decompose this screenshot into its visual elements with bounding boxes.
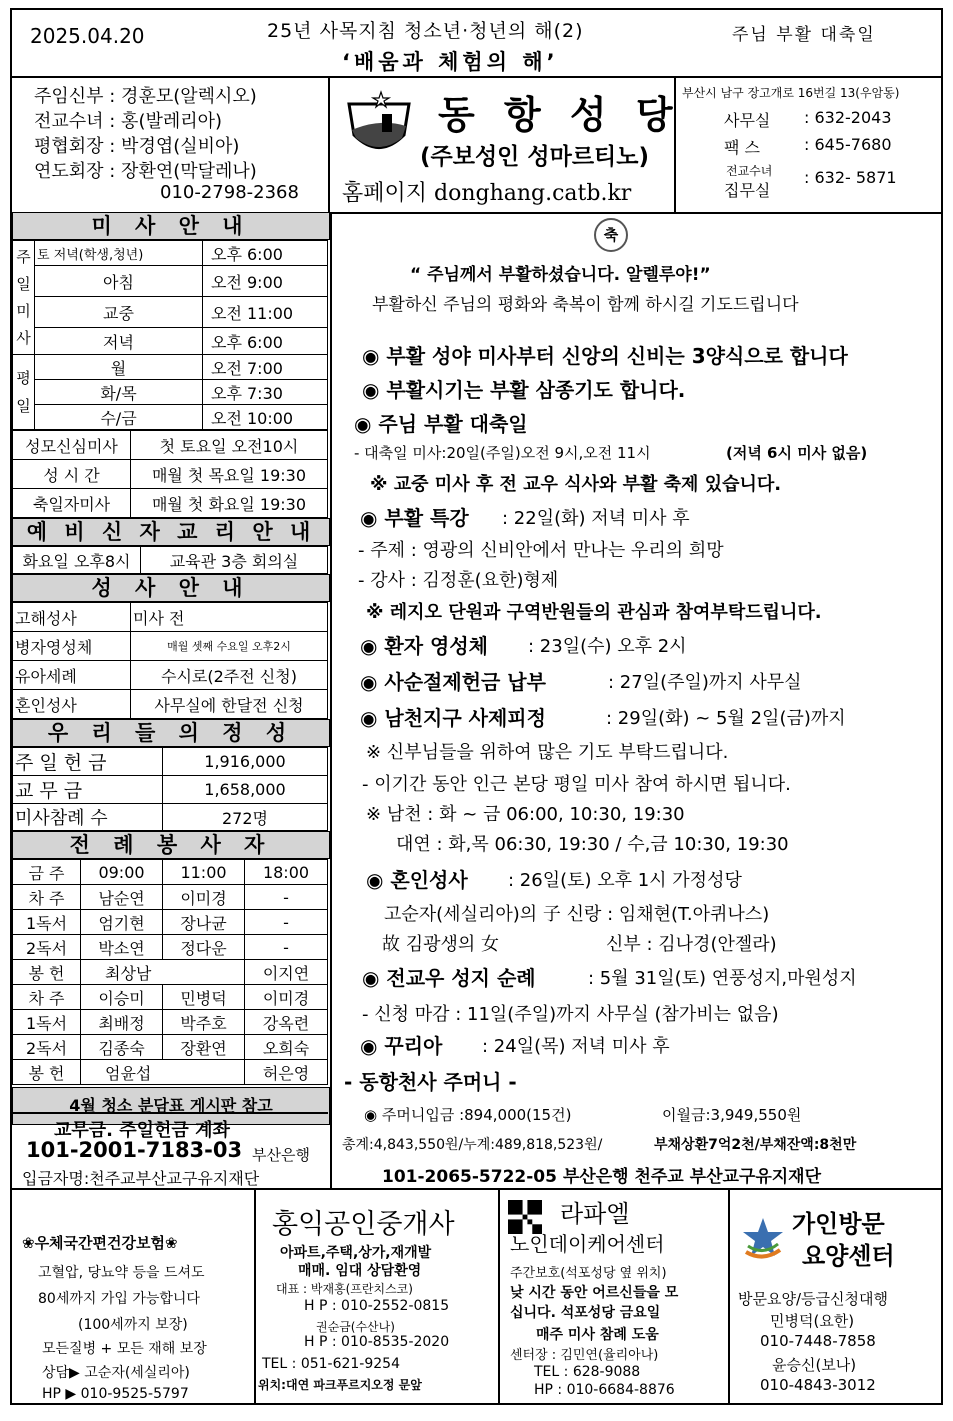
pastor: 주임신부 : 경훈모(알렉시오) (34, 86, 257, 107)
star-swirl-icon (740, 1216, 786, 1260)
special-mass-time: 첫 토요일 오전10시 (131, 431, 328, 460)
notice-3b: (저녁 6시 미사 없음) (726, 444, 868, 462)
ad-line: TEL : 628-9088 (534, 1364, 641, 1380)
header (12, 10, 941, 78)
notice-8c: 신부 : 김나경(안젤라) (606, 934, 777, 955)
ad-title: ❀우체국간편건강보험❀ (22, 1234, 178, 1252)
server-name: 최상남 (81, 960, 245, 985)
ad-insurance (12, 1190, 256, 1405)
servers-title: 전 례 봉 사 자 (12, 831, 330, 859)
feast-name: 주님 부활 대축일 (732, 25, 876, 45)
sunday-label: 주일미사 (13, 241, 35, 355)
fax-label: 팩 스 (724, 138, 760, 157)
role: 봉 헌 (13, 960, 81, 985)
server-name: 장환연 (163, 1035, 245, 1060)
notice-8b: 故 김광생의 女 (382, 934, 499, 955)
left-column (12, 212, 332, 1188)
ad-line: 80세까지 가입 가능합니다 (38, 1291, 200, 1307)
notice-4b: - 강사 : 김정훈(요한)형제 (358, 570, 559, 591)
server-name: 오희숙 (245, 1035, 328, 1060)
ad-line: 아파트,주택,상가,재개발 (280, 1245, 432, 1261)
ad-line: H P : 010-8535-2020 (304, 1334, 450, 1350)
notice-10: ◉ 꾸리아 (360, 1034, 443, 1058)
ad-line: (100세까지 보장) (78, 1317, 188, 1333)
offering-label: 미사참례 수 (13, 804, 163, 831)
pastoral-theme: 25년 사목지침 청소년·청년의 해(2) (267, 20, 584, 42)
role: 차 주 (13, 885, 81, 910)
bulletin-page (10, 8, 943, 1405)
role: 1독서 (13, 910, 81, 935)
easter-badge-icon (594, 218, 628, 252)
ad-line: 위치:대연 파크푸르지오정 문앞 (258, 1378, 422, 1392)
parish-info (12, 78, 941, 214)
role: 2독서 (13, 1035, 81, 1060)
notice-9: ◉ 전교우 성지 순례 (362, 966, 536, 990)
server-name: 이지연 (245, 960, 328, 985)
sacrament-name: 병자영성체 (13, 632, 131, 661)
notice-8-time: : 26일(토) 오후 1시 가정성당 (508, 870, 742, 891)
pouch-account: 101-2065-5722-05 부산은행 천주교 부산교구유지재단 (382, 1167, 822, 1187)
notice-1: ◉ 부활 성야 미사부터 신앙의 신비는 3양식으로 합니다 (362, 344, 848, 368)
ad-line: HP : 010-6684-8876 (534, 1382, 675, 1398)
mass-time: 오전 11:00 (203, 297, 328, 328)
servers-head: 11:00 (163, 860, 245, 885)
server-name: 최배정 (81, 1010, 163, 1035)
notice-8a: 고순자(세실리아)의 子 신랑 : 임채현(T.아퀴나스) (384, 904, 770, 925)
sister-room-label: 집무실 (724, 181, 771, 200)
notice-9a: - 신청 마감 : 11일(주일)까지 사무실 (참가비는 없음) (362, 1004, 779, 1025)
pouch-debt: 부채상환7억2천/부채잔액:8천만 (654, 1137, 857, 1153)
notice-9-time: : 5월 31일(토) 연풍성지,마원성지 (588, 968, 857, 989)
staff-list (12, 78, 330, 212)
sacrament-name: 고해성사 (13, 603, 131, 632)
pouch-carryover: 이월금:3,949,550원 (662, 1106, 802, 1124)
notice-6: ◉ 사순절제헌금 납부 (360, 670, 546, 694)
notice-11: - 동항천사 주머니 - (344, 1070, 517, 1094)
ad-title: 가인방문 (792, 1210, 885, 1238)
mass-title: 미 사 안 내 (12, 212, 330, 240)
special-mass-name: 축일자미사 (13, 489, 131, 518)
mass-name: 수/금 (35, 405, 203, 430)
ad-realestate (256, 1190, 500, 1405)
office-label: 사무실 (724, 111, 771, 130)
mass-name: 교중 (35, 297, 203, 328)
address: 부산시 남구 장고개로 16번길 13(우암동) (682, 86, 900, 100)
server-name: 허은영 (245, 1060, 328, 1085)
offering-amount: 272명 (163, 804, 328, 831)
notice-4c: ※ 레지오 단원과 구역반원들의 관심과 참여부탁드립니다. (366, 602, 822, 623)
mass-time: 오후 6:00 (203, 328, 328, 355)
sacrament-info: 미사 전 (131, 603, 328, 632)
ad-line: 고혈압, 당뇨약 등을 드셔도 (38, 1265, 205, 1281)
offerings-title: 우 리 들 의 정 성 (12, 719, 330, 747)
offering-amount: 1,916,000 (163, 748, 328, 776)
server-name: 강옥련 (245, 1010, 328, 1035)
offerings-table (12, 747, 328, 831)
account-bank: 부산은행 (252, 1146, 310, 1164)
wish: 부활하신 주님의 평화와 축복이 함께 하시길 기도드립니다 (372, 295, 799, 315)
notice-4: ◉ 부활 특강 (360, 506, 469, 530)
ad-homecare (730, 1190, 941, 1405)
notice-3a: - 대축일 미사:20일(주일)오전 9시,오전 11시 (354, 444, 651, 462)
notice-7b: - 이기간 동안 인근 본당 평일 미사 참여 하시면 됩니다. (362, 774, 791, 795)
notices (332, 212, 943, 1188)
catechumen-time: 화요일 오후8시 (13, 547, 141, 574)
notice-7c: ※ 남천 : 화 ~ 금 06:00, 10:30, 19:30 (366, 804, 685, 825)
notice-7-time: : 29일(화) ~ 5월 2일(금)까지 (606, 708, 846, 729)
notice-5: ◉ 환자 영성체 (360, 634, 488, 658)
servers-head: 금 주 (13, 860, 81, 885)
weekday-label: 평일 (13, 355, 35, 430)
server-name: 김종숙 (81, 1035, 163, 1060)
staff-phone: 010-2798-2368 (160, 182, 299, 203)
mass-name: 화/목 (35, 380, 203, 405)
pouch-total: 총계:4,843,550원/누계:489,818,523원/ (342, 1137, 603, 1153)
servers-head: 18:00 (245, 860, 328, 885)
sacrament-info: 사무실에 한달전 신청 (131, 690, 328, 719)
server-name: 민병덕 (163, 985, 245, 1010)
servers-head: 09:00 (81, 860, 163, 885)
server-name: 엄기현 (81, 910, 163, 935)
notice-7a: ※ 신부님들을 위하여 많은 기도 부탁드립니다. (366, 742, 729, 763)
special-mass-table (12, 430, 328, 518)
role: 봉 헌 (13, 1060, 81, 1085)
server-name: 정다운 (163, 935, 245, 960)
ad-line: 윤승신(보나) (772, 1356, 857, 1374)
sacraments-table (12, 602, 328, 719)
ad-line: TEL : 051-621-9254 (262, 1356, 400, 1372)
council-president: 평협회장 : 박경엽(실비아) (34, 136, 240, 157)
sacraments-title: 성 사 안 내 (12, 574, 330, 602)
mass-time: 오후 6:00 (203, 241, 328, 266)
ad-line: 상담▶ 고순자(세실리아) (42, 1365, 190, 1381)
server-name: 남순연 (81, 885, 163, 910)
ad-line: 010-7448-7858 (760, 1332, 876, 1350)
ad-line: 010-4843-3012 (760, 1376, 876, 1394)
ads-row (12, 1188, 941, 1405)
notice-3: ◉ 주님 부활 대축일 (354, 412, 528, 436)
notice-10-time: : 24일(목) 저녁 미사 후 (482, 1036, 670, 1057)
server-name: 엄윤섭 (81, 1060, 245, 1085)
server-name: 이미경 (163, 885, 245, 910)
ad-line: 매주 미사 참례 도움 (536, 1327, 659, 1343)
greeting: “ 주님께서 부활하셨습니다. 알렐루야!” (410, 265, 711, 285)
offering-amount: 1,658,000 (163, 776, 328, 804)
server-name: 박소연 (81, 935, 163, 960)
special-mass-name: 성 시 간 (13, 460, 131, 489)
server-name: 이미경 (245, 985, 328, 1010)
parish-logo-block (330, 78, 681, 212)
mass-table (12, 240, 328, 430)
server-name: - (245, 910, 328, 935)
role: 차 주 (13, 985, 81, 1010)
sister-room-small: 전교수녀 (726, 164, 773, 178)
mass-time: 오전 7:00 (203, 355, 328, 380)
parish-patron: (주보성인 성마르티노) (420, 144, 649, 170)
catechumen-place: 교육관 3층 회의실 (141, 547, 328, 574)
parish-name: 동 항 성 당 (438, 93, 681, 137)
ad-line: 십니다. 석포성당 금요일 (510, 1305, 661, 1321)
notice-7d: 대연 : 화,목 06:30, 19:30 / 수,금 10:30, 19:30 (396, 834, 789, 855)
catechumen-title: 예 비 신 자 교 리 안 내 (12, 518, 330, 546)
pouch-deposit: ◉ 주머니입금 :894,000(15건) (364, 1106, 572, 1124)
sacrament-name: 혼인성사 (13, 690, 131, 719)
account-number: 101-2001-7183-03 (26, 1138, 243, 1162)
ad-title: 라파엘 (560, 1200, 630, 1228)
notice-2: ◉ 부활시기는 부활 삼종기도 합니다. (362, 378, 686, 402)
sister: 전교수녀 : 홍(발레리아) (34, 111, 223, 132)
mass-time: 오전 9:00 (203, 266, 328, 297)
ad-line: 권순금(수산나) (316, 1320, 395, 1334)
special-mass-name: 성모신심미사 (13, 431, 131, 460)
ad-line: HP ▶ 010-9525-5797 (42, 1386, 189, 1402)
ad-line: 주간보호(석포성당 옆 위치) (510, 1266, 667, 1281)
ad-subtitle: 노인데이케어센터 (510, 1232, 665, 1256)
offering-label: 주 일 헌 금 (13, 748, 163, 776)
server-name: - (245, 885, 328, 910)
mass-name: 저녁 (35, 328, 203, 355)
notice-5-time: : 23일(수) 오후 2시 (528, 636, 687, 657)
servers-table (12, 859, 328, 1085)
bulletin-date: 2025.04.20 (30, 24, 145, 48)
notice-4-time: : 22일(화) 저녁 미사 후 (502, 508, 690, 529)
cleaning-note: 4월 청소 분담표 게시판 참고 (12, 1087, 330, 1125)
notice-6-time: : 27일(주일)까지 사무실 (608, 672, 802, 693)
ad-title: 홍익공인중개사 (272, 1209, 455, 1240)
badge-text: 축 (603, 226, 619, 244)
notice-4a: - 주제 : 영광의 신비안에서 만나는 우리의 희망 (358, 540, 724, 561)
church-emblem-icon (344, 90, 414, 160)
ad-line: 매매. 임대 상담환영 (298, 1263, 422, 1279)
theme-subtitle: ‘배움과 체험의 해’ (342, 50, 559, 74)
notice-3c: ※ 교중 미사 후 전 교우 식사와 부활 축제 있습니다. (370, 474, 782, 495)
fax-number: : 645-7680 (804, 135, 892, 154)
ad-line: 모든질병 + 모든 재해 보장 (42, 1341, 207, 1357)
sacrament-info: 매월 셋째 수요일 오후2시 (131, 632, 328, 661)
ad-line: 방문요양/등급신청대행 (738, 1290, 888, 1308)
ad-line: 민병덕(요한) (770, 1312, 855, 1330)
role: 1독서 (13, 1010, 81, 1035)
server-name: 이승미 (81, 985, 163, 1010)
sacrament-name: 유아세례 (13, 661, 131, 690)
ad-line: 대표 : 박재홍(프란치스코) (276, 1282, 413, 1296)
ad-line: 센터장 : 김민연(율리아나) (510, 1348, 659, 1363)
notice-7: ◉ 남천지구 사제피정 (360, 706, 546, 730)
catechumen-table (12, 546, 328, 574)
contact-info (676, 78, 943, 212)
special-mass-time: 매월 첫 화요일 19:30 (131, 489, 328, 518)
server-name: - (245, 935, 328, 960)
office-phone: : 632-2043 (804, 108, 892, 127)
mass-name: 아침 (35, 266, 203, 297)
ad-daycare (500, 1190, 730, 1405)
mass-name: 토 저녁(학생,청년) (35, 241, 203, 266)
server-name: 박주호 (163, 1010, 245, 1035)
ad-subtitle: 요양센터 (802, 1242, 895, 1270)
account-holder: 입금자명:천주교부산교구유지재단 (22, 1169, 260, 1188)
role: 2독서 (13, 935, 81, 960)
notice-8: ◉ 혼인성사 (366, 868, 468, 892)
mass-name: 월 (35, 355, 203, 380)
ad-line: 낮 시간 동안 어르신들을 모 (510, 1285, 679, 1301)
ad-line: H P : 010-2552-0815 (304, 1298, 450, 1314)
legion-president: 연도회장 : 장환연(막달레나) (34, 161, 257, 182)
sacrament-info: 수시로(2주전 신청) (131, 661, 328, 690)
account-title: 교무금. 주일헌금 계좌 (54, 1120, 230, 1141)
mass-time: 오후 7:30 (203, 380, 328, 405)
sister-room-phone: : 632- 5871 (804, 168, 897, 187)
parish-homepage: 홈페이지 donghang.catb.kr (342, 181, 632, 206)
server-name: 장나균 (163, 910, 245, 935)
mass-time: 오전 10:00 (203, 405, 328, 430)
offering-label: 교 무 금 (13, 776, 163, 804)
special-mass-time: 매월 첫 목요일 19:30 (131, 460, 328, 489)
account-box (12, 1112, 328, 1190)
